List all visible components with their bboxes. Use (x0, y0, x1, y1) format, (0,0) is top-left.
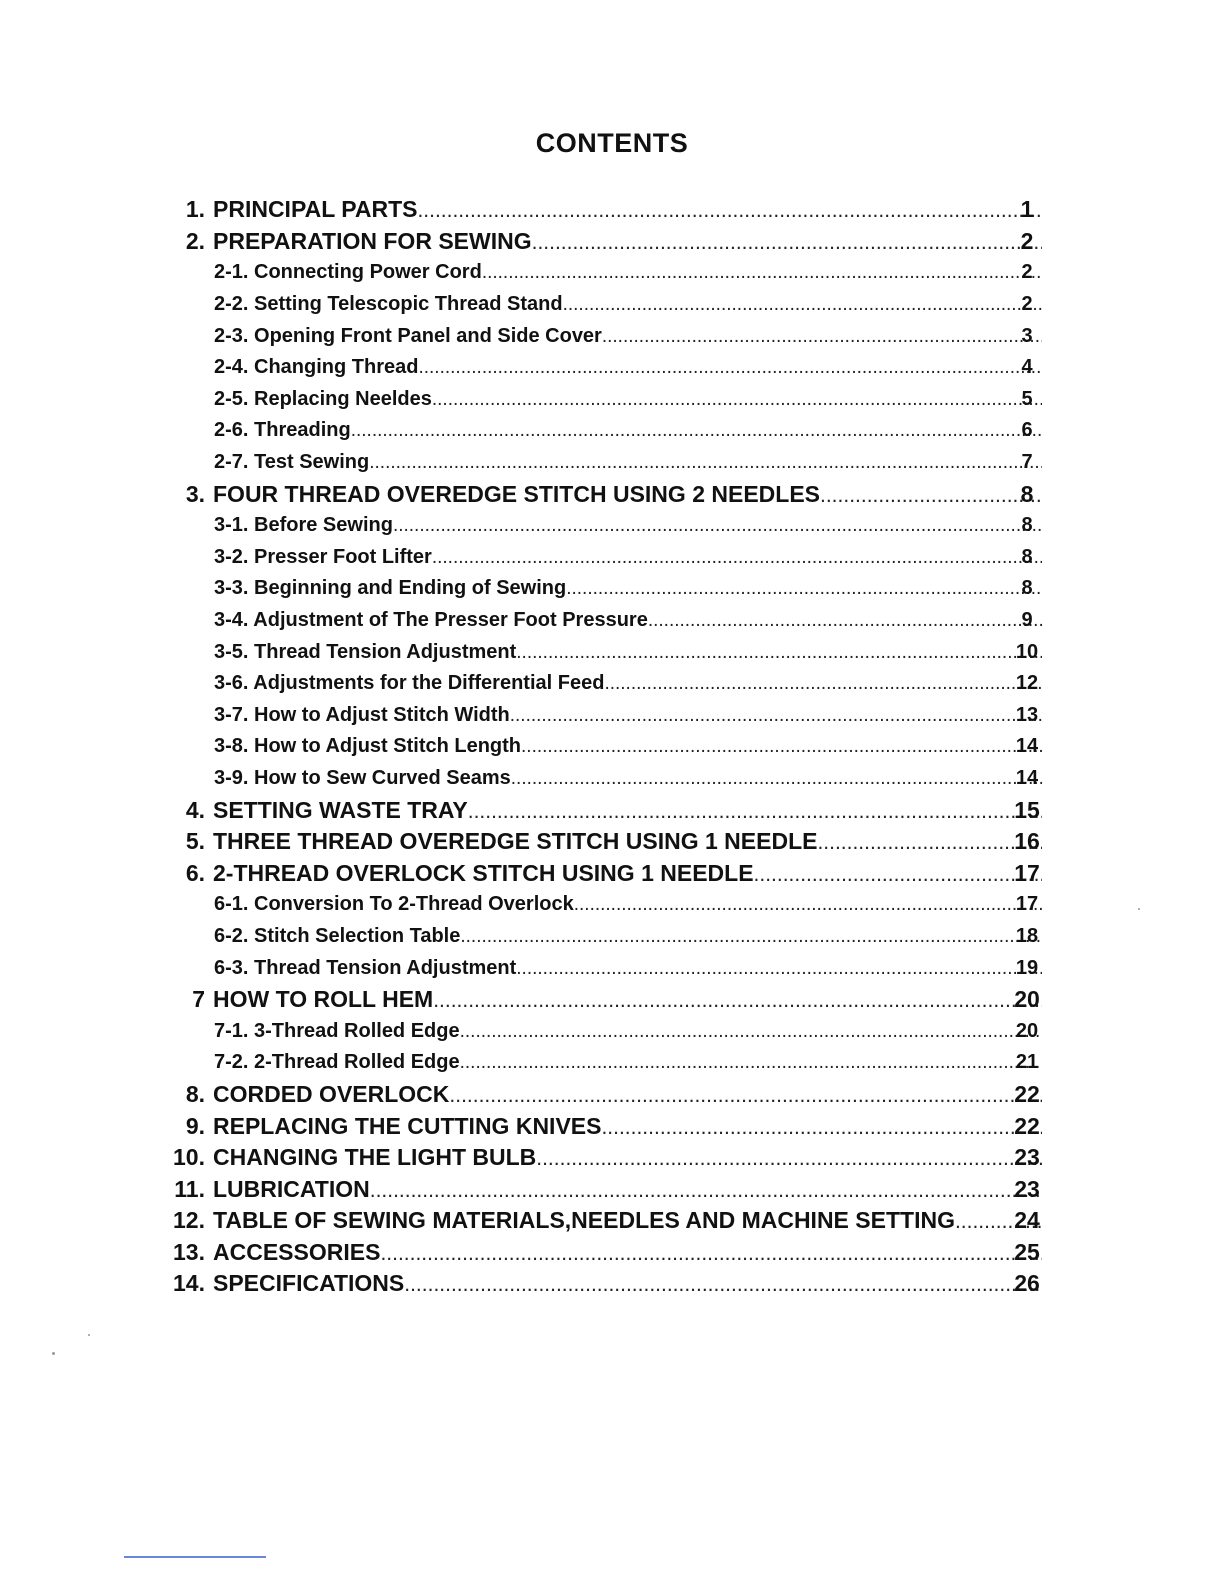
toc-entry-page: 7 (1021, 451, 1033, 474)
toc-entry-leader (214, 925, 1042, 948)
toc-entry-label: 6-3. Thread Tension Adjustment (214, 956, 517, 979)
toc-entry-number: 8. (185, 1080, 205, 1107)
toc-entry (0, 605, 1224, 637)
toc-entry (0, 731, 1224, 763)
toc-entry-label: 2-6. Threading (214, 419, 351, 442)
toc-entry-label: TABLE OF SEWING MATERIALS,NEEDLES AND MACHINE SETTING (213, 1207, 955, 1234)
toc-entry-page: 2 (1020, 227, 1034, 254)
toc-entry-number: 14. (173, 1270, 205, 1297)
toc-entry-page: 21 (1015, 1051, 1039, 1074)
toc-entry-number: 13. (173, 1238, 205, 1265)
toc-entry (0, 700, 1224, 732)
toc-entry-page: 2 (1021, 261, 1033, 284)
toc-entry (0, 857, 1224, 889)
toc-entry-label: PREPARATION FOR SEWING (213, 227, 532, 254)
toc-entry-leader (213, 196, 1042, 223)
toc-entry-leader (213, 1207, 1042, 1234)
dot-leader (393, 515, 1042, 537)
toc-entry-leader (214, 325, 1042, 348)
toc-entry (0, 952, 1224, 984)
toc-entry (0, 921, 1224, 953)
toc-entry (0, 573, 1224, 605)
toc-entry-label: 3-9. How to Sew Curved Seams (214, 766, 511, 789)
toc-entry-page: 8 (1021, 514, 1033, 537)
toc-entry-page: 13 (1015, 703, 1039, 726)
toc-entry-label: 3-7. How to Adjust Stitch Width (214, 703, 510, 726)
toc-entry-page: 20 (1014, 986, 1040, 1013)
dot-leader (460, 1052, 1042, 1074)
toc-entry (0, 1142, 1224, 1174)
toc-entry-leader (214, 704, 1042, 727)
toc-entry (0, 194, 1224, 226)
toc-entry-label: FOUR THREAD OVEREDGE STITCH USING 2 NEEDLES (213, 480, 821, 507)
dot-leader (380, 1242, 1042, 1266)
toc-entry-leader (214, 672, 1042, 695)
toc-entry (0, 289, 1224, 321)
dot-leader (432, 389, 1042, 411)
dot-leader (601, 1116, 1042, 1140)
toc-entry-label: CORDED OVERLOCK (213, 1080, 450, 1107)
toc-entry-page: 25 (1014, 1238, 1040, 1265)
toc-entry-label: 2-1. Connecting Power Cord (214, 261, 482, 284)
dot-leader (516, 958, 1042, 980)
toc-entry-leader (214, 893, 1042, 916)
toc-entry-label: ACCESSORIES (213, 1238, 381, 1265)
toc-entry-page: 2 (1021, 293, 1033, 316)
toc-entry-leader (214, 293, 1042, 316)
toc-entry-leader (214, 388, 1042, 411)
toc-entry (0, 384, 1224, 416)
toc-entry-page: 19 (1015, 956, 1039, 979)
toc-entry-label: 3-3. Beginning and Ending of Sewing (214, 577, 567, 600)
toc-entry-leader (213, 481, 1042, 508)
toc-entry (0, 510, 1224, 542)
toc-entry-label: 7-1. 3-Thread Rolled Edge (214, 1019, 460, 1042)
toc-entry-leader (213, 1176, 1042, 1203)
toc-entry-leader (214, 419, 1042, 442)
toc-entry (0, 542, 1224, 574)
toc-entry-label: CHANGING THE LIGHT BULB (213, 1144, 537, 1171)
toc-entry-leader (213, 797, 1042, 824)
toc-entry-page: 17 (1015, 893, 1039, 916)
toc-entry (0, 794, 1224, 826)
dot-leader (648, 610, 1042, 632)
toc-entry-number: 10. (173, 1144, 205, 1171)
scan-speck (1138, 908, 1140, 910)
dot-leader (404, 1273, 1042, 1297)
dot-leader (511, 768, 1042, 790)
toc-entry-page: 12 (1015, 672, 1039, 695)
toc-entry-page: 1 (1020, 196, 1034, 223)
toc-entry (0, 478, 1224, 510)
toc-entry-page: 3 (1021, 324, 1033, 347)
toc-entry (0, 226, 1224, 258)
toc-entry-number: 5. (185, 828, 205, 855)
dot-leader (432, 547, 1042, 569)
toc-entry-page: 14 (1015, 766, 1039, 789)
toc-entry-leader (214, 767, 1042, 790)
toc-entry (0, 1205, 1224, 1237)
dot-leader (417, 199, 1042, 223)
dot-leader (604, 673, 1042, 695)
toc-entry-label: LUBRICATION (213, 1175, 370, 1202)
toc-entry (0, 415, 1224, 447)
toc-entry (0, 668, 1224, 700)
toc-entry-label: SETTING WASTE TRAY (213, 796, 468, 823)
dot-leader (566, 578, 1042, 600)
toc-entry (0, 826, 1224, 858)
toc-entry (0, 889, 1224, 921)
toc-entry-page: 8 (1021, 577, 1033, 600)
toc-entry-leader (213, 1270, 1042, 1297)
toc-entry-page: 26 (1014, 1270, 1040, 1297)
toc-entry (0, 352, 1224, 384)
dot-leader (602, 326, 1042, 348)
dot-leader (521, 736, 1042, 758)
toc-entry (0, 1237, 1224, 1269)
dot-leader (370, 1179, 1042, 1203)
scan-speck (88, 1334, 90, 1336)
dot-leader (369, 452, 1042, 474)
toc-entry-page: 15 (1014, 796, 1040, 823)
toc-entry (0, 1047, 1224, 1079)
dot-leader (418, 357, 1042, 379)
toc-entry-page: 14 (1015, 735, 1039, 758)
toc-entry-number: 7 (192, 986, 205, 1013)
toc-entry (0, 1110, 1224, 1142)
toc-entry-label: 6-2. Stitch Selection Table (214, 924, 461, 947)
toc-entry-leader (214, 451, 1042, 474)
toc-entry-number: 1. (185, 196, 205, 223)
toc-entry-leader (214, 641, 1042, 664)
toc-entry-page: 18 (1015, 924, 1039, 947)
toc-entry-page: 20 (1015, 1019, 1039, 1042)
toc-entry-leader (214, 957, 1042, 980)
toc-entry-number: 9. (185, 1112, 205, 1139)
toc-entry-number: 3. (185, 480, 205, 507)
page-title: CONTENTS (535, 128, 689, 158)
dot-leader (536, 1147, 1042, 1171)
toc-entry-leader (213, 828, 1042, 855)
toc-entry-number: 4. (185, 796, 205, 823)
toc-entry-label: 2-7. Test Sewing (214, 451, 370, 474)
dot-leader (460, 1021, 1042, 1043)
toc-entry (0, 320, 1224, 352)
toc-entry-label: 3-5. Thread Tension Adjustment (214, 640, 517, 663)
toc-entry-page: 22 (1014, 1080, 1040, 1107)
toc-entry (0, 1079, 1224, 1111)
toc-entry-leader (214, 1020, 1042, 1043)
toc-entry-leader (213, 1113, 1042, 1140)
toc-entry (0, 984, 1224, 1016)
toc-entry-label: 6-1. Conversion To 2-Thread Overlock (214, 893, 574, 916)
toc-entry-page: 8 (1020, 480, 1034, 507)
toc-entry-leader (214, 609, 1042, 632)
toc-entry-page: 23 (1014, 1175, 1040, 1202)
toc-entry-label: THREE THREAD OVEREDGE STITCH USING 1 NEEDLE (213, 828, 818, 855)
dot-leader (482, 262, 1042, 284)
dot-leader (820, 484, 1042, 508)
toc-entry-leader (214, 514, 1042, 537)
toc-entry (0, 1268, 1224, 1300)
toc-entry-page: 24 (1014, 1207, 1040, 1234)
table-of-contents (0, 194, 1224, 1300)
dot-leader (510, 705, 1042, 727)
toc-entry-number: 6. (185, 859, 205, 886)
toc-entry-label: 3-4. Adjustment of The Presser Foot Pressure (214, 609, 648, 632)
toc-entry-page: 10 (1015, 640, 1039, 663)
toc-entry (0, 1173, 1224, 1205)
scan-speck (52, 1352, 55, 1355)
toc-entry-leader (213, 1081, 1042, 1108)
toc-entry-label: REPLACING THE CUTTING KNIVES (213, 1112, 602, 1139)
toc-entry-page: 5 (1021, 387, 1033, 410)
footer-rule (124, 1556, 266, 1558)
toc-entry-leader (214, 735, 1042, 758)
toc-entry-leader (214, 261, 1042, 284)
toc-entry-label: 2-3. Opening Front Panel and Side Cover (214, 324, 602, 347)
toc-entry (0, 636, 1224, 668)
toc-entry-number: 12. (173, 1207, 205, 1234)
dot-leader (460, 926, 1042, 948)
dot-leader (574, 894, 1042, 916)
toc-entry-leader (213, 860, 1042, 887)
toc-entry-page: 8 (1021, 545, 1033, 568)
toc-entry-leader (214, 577, 1042, 600)
toc-entry-page: 23 (1014, 1144, 1040, 1171)
toc-entry-page: 6 (1021, 419, 1033, 442)
toc-entry-label: HOW TO ROLL HEM (213, 986, 434, 1013)
dot-leader (468, 800, 1042, 824)
toc-entry-label: 2-4. Changing Thread (214, 356, 419, 379)
toc-entry-leader (213, 986, 1042, 1013)
dot-leader (433, 989, 1042, 1013)
toc-entry (0, 447, 1224, 479)
toc-entry (0, 763, 1224, 795)
dot-leader (563, 294, 1042, 316)
toc-entry-label: PRINCIPAL PARTS (213, 196, 418, 223)
toc-entry-leader (213, 1144, 1042, 1171)
toc-entry-leader (214, 546, 1042, 569)
toc-entry-label: 2-THREAD OVERLOCK STITCH USING 1 NEEDLE (213, 859, 754, 886)
toc-entry-page: 16 (1014, 828, 1040, 855)
toc-entry-page: 4 (1021, 356, 1033, 379)
toc-entry-label: 3-2. Presser Foot Lifter (214, 545, 432, 568)
toc-entry-leader (213, 1239, 1042, 1266)
toc-entry-label: 3-8. How to Adjust Stitch Length (214, 735, 522, 758)
toc-entry-label: 3-6. Adjustments for the Differential Feed (214, 672, 605, 695)
toc-entry-number: 11. (174, 1175, 205, 1202)
toc-entry-page: 9 (1021, 609, 1033, 632)
toc-entry-label: 7-2. 2-Thread Rolled Edge (214, 1051, 460, 1074)
toc-entry-leader (213, 228, 1042, 255)
toc-entry-label: SPECIFICATIONS (213, 1270, 405, 1297)
toc-entry-page: 22 (1014, 1112, 1040, 1139)
toc-entry-number: 2. (185, 227, 205, 254)
toc-entry-leader (214, 1051, 1042, 1074)
toc-entry-label: 2-2. Setting Telescopic Thread Stand (214, 293, 563, 316)
dot-leader (351, 420, 1042, 442)
toc-entry-label: 2-5. Replacing Neeldes (214, 387, 432, 410)
dot-leader (516, 642, 1042, 664)
dot-leader (754, 863, 1042, 887)
dot-leader (817, 831, 1042, 855)
toc-entry (0, 257, 1224, 289)
dot-leader (449, 1084, 1042, 1108)
toc-entry-leader (214, 356, 1042, 379)
toc-entry (0, 1015, 1224, 1047)
toc-entry-page: 17 (1014, 859, 1040, 886)
dot-leader (532, 231, 1042, 255)
toc-entry-label: 3-1. Before Sewing (214, 514, 393, 537)
